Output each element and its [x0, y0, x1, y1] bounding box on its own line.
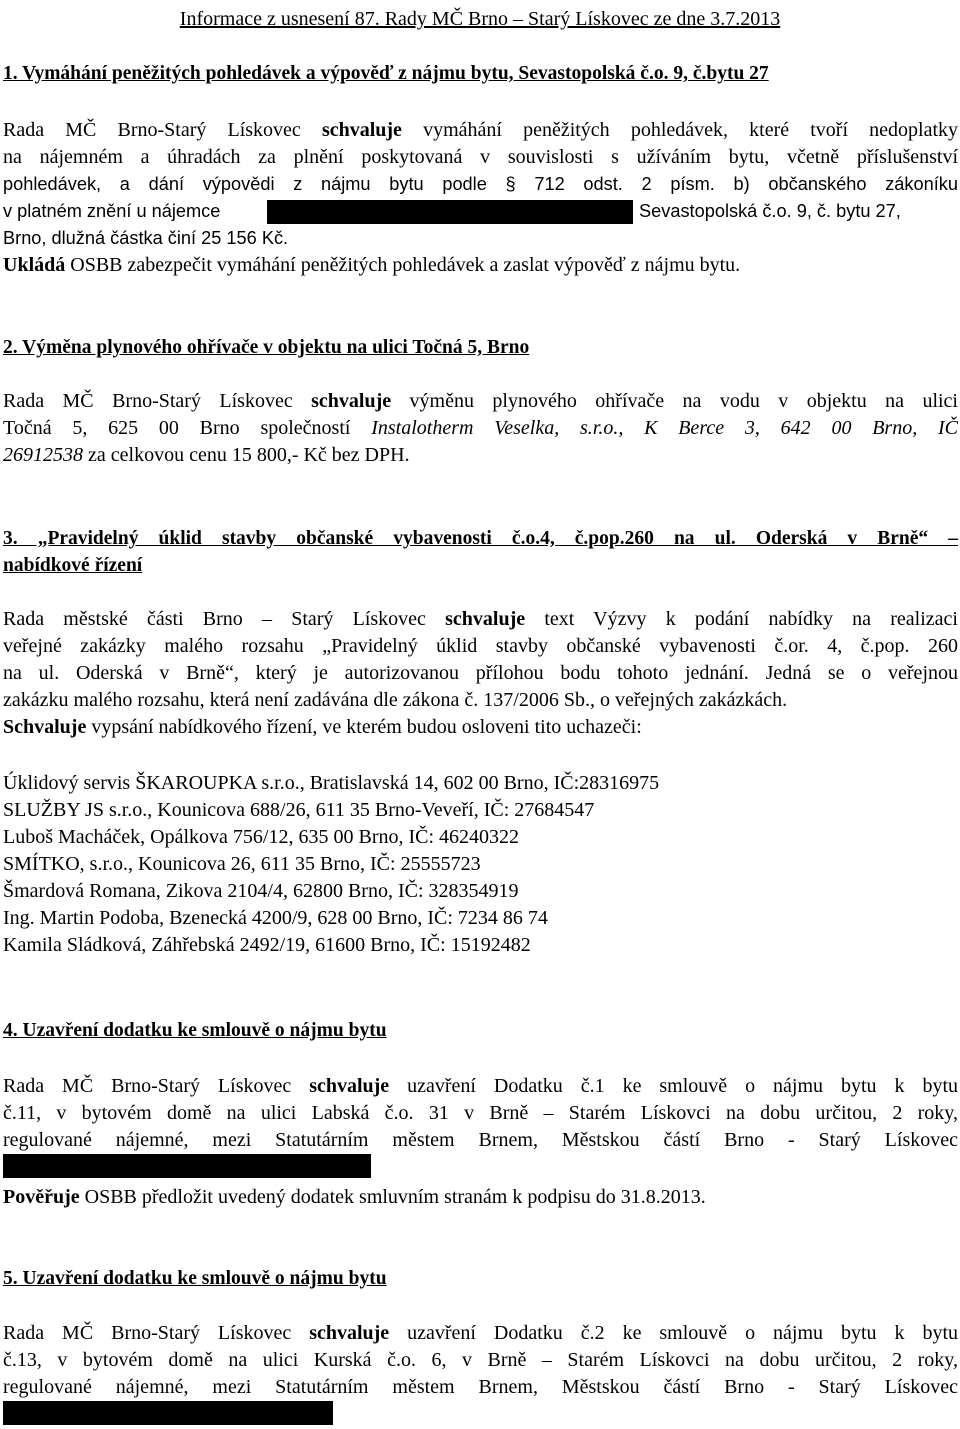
text-line: na ul. Oderská v Brně“, který je autorizovanou přílohou bodu tohoto jednání. Jedná se o veřejnou	[3, 662, 958, 684]
redaction-bar	[267, 200, 633, 224]
item-4-heading: 4. Uzavření dodatku ke smlouvě o nájmu bytu	[3, 1020, 387, 1041]
text-line: Rada městské části Brno – Starý Lískovec schvaluje text Výzvy k podání nabídky na realizaci	[3, 608, 958, 630]
list-item: Úklidový servis ŠKAROUPKA s.r.o., Bratislavská 14, 602 00 Brno, IČ:28316975	[3, 772, 660, 794]
item-2-text	[3, 388, 958, 469]
text-line: Rada MČ Brno-Starý Lískovec schvaluje výměnu plynového ohřívače na vodu v objektu na ulici	[3, 390, 958, 412]
redaction-bar	[3, 1401, 333, 1425]
text-line: Ukládá OSBB zabezpečit vymáhání peněžitých pohledávek a zaslat výpověď z nájmu bytu.	[3, 254, 741, 276]
text-line: regulované nájemné, mezi Statutárním městem Brnem, Městskou částí Brno - Starý Lískovec	[3, 1376, 958, 1398]
item-2-heading: 2. Výměna plynového ohřívače v objektu na ulici Točná 5, Brno	[3, 337, 530, 358]
item-5-text	[3, 1320, 958, 1428]
text-line: č.11, v bytovém domě na ulici Labská č.o. 31 v Brně – Starém Lískovci na dobu určitou, 2 roky,	[3, 1102, 958, 1124]
item-5	[3, 1265, 958, 1292]
item-4	[3, 1017, 958, 1044]
text-line: Rada MČ Brno-Starý Lískovec schvaluje vymáhání peněžitých pohledávek, které tvoří nedoplatky	[3, 119, 959, 141]
text-line: Rada MČ Brno-Starý Lískovec schvaluje uzavření Dodatku č.2 ke smlouvě o nájmu bytu k bytu	[3, 1322, 958, 1344]
text-line: Pověřuje OSBB předložit uvedený dodatek smluvním stranám k podpisu do 31.8.2013.	[3, 1186, 706, 1208]
list-item: Ing. Martin Podoba, Bzenecká 4200/9, 628 00 Brno, IČ: 7234 86 74	[3, 907, 548, 929]
item-1-text	[3, 117, 958, 279]
item-3-heading-line2: nabídkové řízení	[3, 555, 143, 576]
text-line: Schvaluje vypsání nabídkového řízení, ve kterém budou osloveni tito uchazeči:	[3, 716, 642, 738]
text-line: Rada MČ Brno-Starý Lískovec schvaluje uzavření Dodatku č.1 ke smlouvě o nájmu bytu k bytu	[3, 1075, 958, 1097]
list-item: SMÍTKO, s.r.o., Kounicova 26, 611 35 Brno, IČ: 25555723	[3, 853, 481, 875]
text-line: zakázku malého rozsahu, která není zadávána dle zákona č. 137/2006 Sb., o veřejných zakázkách.	[3, 689, 788, 711]
item-1	[3, 60, 958, 87]
item-4-text	[3, 1073, 958, 1211]
list-item: SLUŽBY JS s.r.o., Kounicova 688/26, 611 35 Brno-Veveří, IČ: 27684547	[3, 799, 595, 821]
text-line: pohledávek, a dání výpovědi z nájmu bytu podle § 712 odst. 2 písm. b) občanského zákoníku	[3, 174, 958, 194]
text-line	[3, 1154, 958, 1181]
text-line: regulované nájemné, mezi Statutárním městem Brnem, Městskou částí Brno - Starý Lískovec	[3, 1129, 958, 1151]
text-line	[3, 1401, 958, 1428]
item-5-heading: 5. Uzavření dodatku ke smlouvě o nájmu bytu	[3, 1268, 387, 1289]
text-line: veřejné zakázky malého rozsahu „Pravidelný úklid stavby občanské vybavenosti č.or. 4, č.pop. 260	[3, 635, 958, 657]
item-2	[3, 334, 958, 361]
list-item: Kamila Sládková, Záhřebská 2492/19, 61600 Brno, IČ: 15192482	[3, 934, 531, 956]
item-3	[3, 525, 958, 579]
redaction-bar	[3, 1154, 371, 1178]
item-3-heading: 3. „Pravidelný úklid stavby občanské vybavenosti č.o.4, č.pop.260 na ul. Oderská v Brně“ –	[3, 528, 958, 549]
item-1-heading: 1. Vymáhání peněžitých pohledávek a výpověď z nájmu bytu, Sevastopolská č.o. 9, č.bytu 27	[3, 63, 769, 84]
text-line: v platném znění u nájemce Sevastopolská č.o. 9, č. bytu 27,	[3, 198, 958, 225]
list-item: Šmardová Romana, Zikova 2104/4, 62800 Brno, IČ: 328354919	[3, 880, 519, 902]
candidate-list	[3, 770, 958, 959]
text-line: Točná 5, 625 00 Brno společností Instalotherm Veselka, s.r.o., K Berce 3, 642 00 Brno, IČ	[3, 417, 958, 439]
text-line: na nájemném a úhradách za plnění poskytovaná v souvislosti s užíváním bytu, včetně příslušenství	[3, 146, 958, 168]
page-header: Informace z usnesení 87. Rady MČ Brno – Starý Lískovec ze dne 3.7.2013	[179, 8, 781, 30]
text-line: 26912538 za celkovou cenu 15 800,- Kč bez DPH.	[3, 444, 410, 466]
list-item: Luboš Macháček, Opálkova 756/12, 635 00 Brno, IČ: 46240322	[3, 826, 520, 848]
item-3-text	[3, 606, 958, 741]
text-line: č.13, v bytovém domě na ulici Kurská č.o. 6, v Brně – Starém Lískovci na dobu určitou, 2 roky,	[3, 1349, 958, 1371]
text-line: Brno, dlužná částka činí 25 156 Kč.	[3, 228, 289, 248]
